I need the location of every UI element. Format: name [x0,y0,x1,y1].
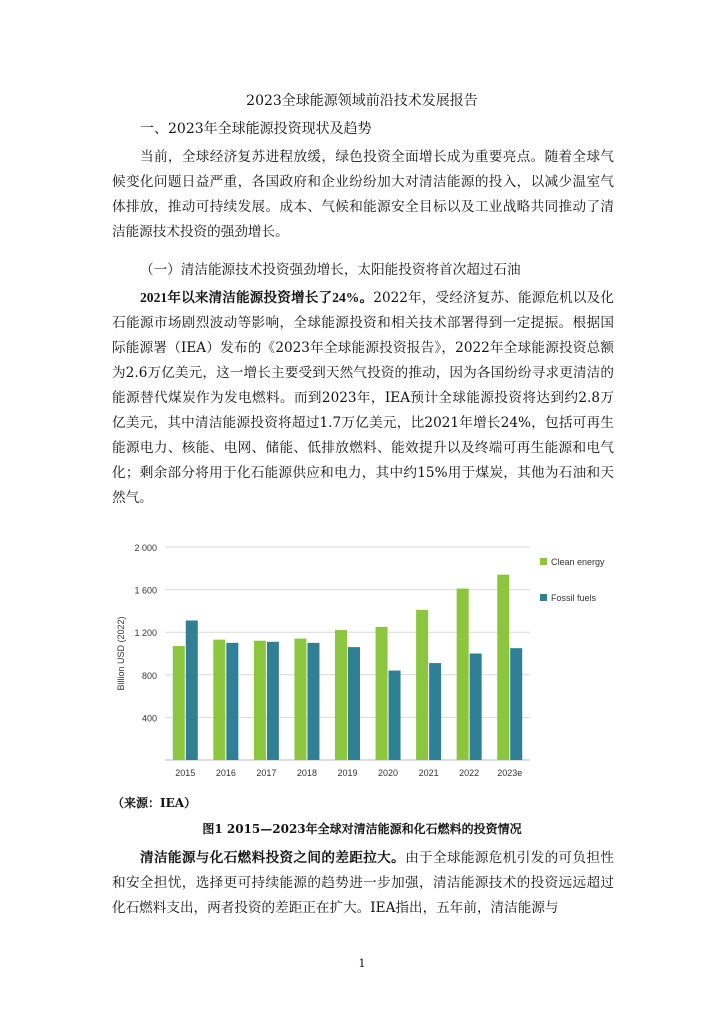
bar-fossil-fuels [226,643,238,760]
y-tick-label: 800 [141,670,157,681]
bar-clean-energy [254,641,266,760]
bar-fossil-fuels [429,663,441,760]
bar-fossil-fuels [389,671,401,760]
paragraph-lead: 2021年以来清洁能源投资增长了24%。 [140,290,374,305]
y-tick-label: 400 [141,713,157,724]
legend-label: Fossil fuels [551,593,597,603]
x-tick-label: 2018 [296,768,317,778]
x-tick-label: 2021 [418,768,439,778]
bar-clean-energy [376,627,388,760]
legend-label: Clean energy [551,557,605,567]
figure-caption: 图1 2015—2023年全球对清洁能源和化石燃料的投资情况 [202,822,522,836]
x-tick-label: 2023e [497,768,523,778]
y-tick-label: 1 200 [134,628,157,639]
section-heading: 一、2023年全球能源投资现状及趋势 [140,121,372,137]
bar-clean-energy [416,610,428,760]
page-number: 1 [358,957,366,970]
document-title: 2023全球能源领域前沿技术发展报告 [246,93,478,109]
bar-fossil-fuels [267,642,279,760]
bar-fossil-fuels [186,620,198,760]
paragraph-intro: 当前，全球经济复苏进程放缓，绿色投资全面增长成为重要亮点。随着全球气候变化问题日益严重，各国政府和企业纷纷加大对清洁能源的投入，以减少温室气体排放，推动可持续发展。成本、气候和能源安全目标以及工业战略共同推动了清洁能源技术投资的强劲增长。 [112,149,614,240]
source-note: （来源：IEA） [112,796,197,810]
bar-clean-energy [497,575,509,760]
subsection-heading: （一）清洁能源技术投资强劲增长，太阳能投资将首次超过石油 [140,262,521,278]
bar-fossil-fuels [307,643,319,760]
bar-clean-energy [173,646,185,760]
paragraph-body: 2022年，受经济复苏、能源危机以及化石能源市场剧烈波动等影响，全球能源投资和相关技术部署得到一定提振。根据国际能源署（IEA）发布的《2023年全球能源投资报告》，2022年全球能源投资总额为2.6万亿美元，这一增长主要受到天然气投资的推动，因为各国纷纷寻求更清洁的能源替代煤炭作为发电燃料。而到2023年，IEA预计全球能源投资将达到约2.8万亿美元，其中清洁能源投资将超过1.7万亿美元，比2021年增长24%，包括可再生能源电力、核能、电网、储能、低排放燃料、能效提升以及终端可再生能源和电气化；剩余部分将用于化石能源供应和电力，其中约15%用于煤炭，其他为石油和天然气。 [112,290,614,506]
y-tick-label: 2 000 [134,543,157,553]
chart-svg [110,540,614,782]
bar-clean-energy [457,589,469,760]
legend-swatch [540,558,547,565]
y-axis-label: Billion USD (2022) [116,616,126,691]
paragraph-gap [112,845,614,921]
y-tick-label: 1 600 [134,585,157,596]
bar-clean-energy [294,639,306,760]
bar-fossil-fuels [470,654,482,761]
bar-fossil-fuels [348,647,360,760]
legend-swatch [540,594,547,601]
bar-clean-energy [213,640,225,760]
x-tick-label: 2022 [459,768,480,778]
bar-clean-energy [335,630,347,760]
paragraph-lead: 清洁能源与化石燃料投资之间的差距拉大。 [140,850,406,865]
x-tick-label: 2017 [256,768,277,778]
paragraph-body: 由于全球能源危机引发的可负担性和安全担忧，选择更可持续能源的趋势进一步加强，清洁能源技术的投资远远超过化石燃料支出，两者投资的差距正在扩大。IEA指出，五年前，清洁能源与 [112,850,615,916]
bar-fossil-fuels [510,648,522,760]
paragraph-investment [112,285,614,511]
x-tick-label: 2016 [215,768,236,778]
x-tick-label: 2020 [378,768,399,778]
x-tick-label: 2019 [337,768,358,778]
investment-bar-chart [110,540,614,782]
x-tick-label: 2015 [175,768,196,778]
